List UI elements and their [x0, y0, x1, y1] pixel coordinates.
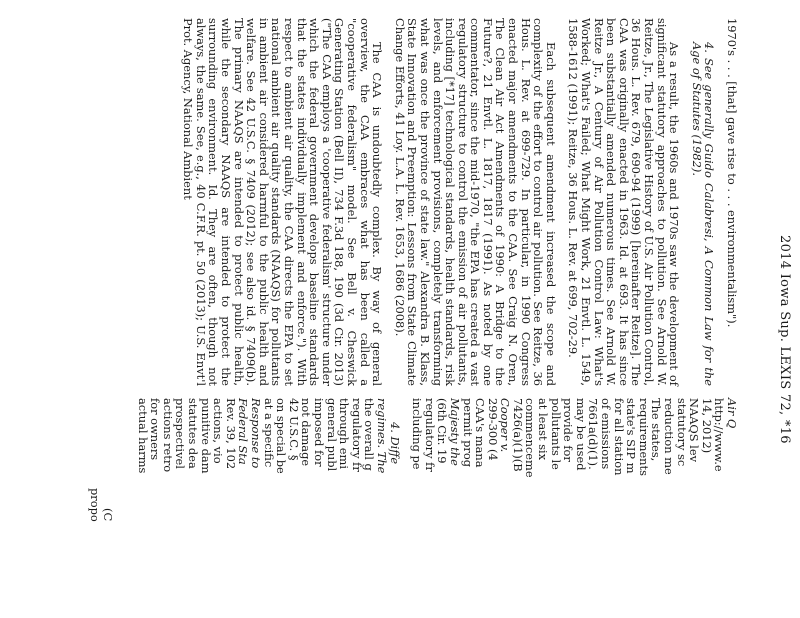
paragraph-continued: 1970's . . . [that] gave rise to . . . environmentalism").	[725, 18, 739, 328]
right-line: CAA's mana	[473, 398, 488, 468]
right-line: actual harms	[135, 398, 150, 474]
right-line: of emissions	[599, 398, 614, 470]
right-line: on special be	[274, 398, 289, 474]
paragraph-amendments: Each subsequent amendment increased the scope and complexity of the effort to control air pollution. See Reitze, 36 Hous. L. Rev. at 699-729. In particular, in 1990 Congress enacted major amendments to the CAA. See Craig N. Oren, The Clean Air Act Amendments of 1990: A Bridge to the Future?, 21 Envtl. L. 1817, 1817 (1991). As noted by one commentator, since the mid-1970, "the EPA has created a vast regulatory structure to control the emission of air pollutants, including [*17] technological standards, health standards, risk levels, and enforcement provisions, completely transforming what was once the province of state law." Alexandra B. Klass, State Innovation and Preemption: Lessons from State Climate Change Efforts, 41 Loy. L.A. L. Rev. 1653, 1686 (2008).	[392, 18, 558, 386]
left-column	[172, 18, 738, 386]
right-line: Federal Sta	[236, 398, 251, 465]
right-line: including pe	[410, 398, 425, 470]
footnote-4: 4. See generally Guido Calabresi, A Common Law for the Age of Statutes (1982).	[689, 42, 717, 386]
right-line: regimes. The	[374, 398, 389, 474]
right-line: regulatory fr	[422, 398, 437, 472]
right-line: actions, vio	[211, 398, 226, 464]
paragraph-caa-overview: The CAA is undoubtedly complex. By way of general overview, the CAA embraces what has been called a "cooperative federalism" model. See Bell v. Cheswick Generating Station (Bell II), 734 F.3d 188, 190 (3d Cir. 2013) ("The CAA employs a 'cooperative federalism' structure under which the federal government develops baseline standards that the states individually implement and enforce."). With respect to ambient air quality, the CAA directs the EPA to set national ambient air quality standards (NAAQS) for pollutants in ambient air considered harmful to the public health and welfare. See 42 U.S.C. § 7409 (2012); see also id. § 7409(b). The primary NAAQS are intended to protect public health, while the secondary NAAQS are intended to protect the surrounding environment. Id. They are often, though not always, the same. See, e.g., 40 C.F.R. pt. 50 (2013); U.S. Envt'l Prot. Agency, National Ambient	[181, 18, 385, 386]
right-line: reduction me	[662, 398, 677, 475]
right-line: Cooper v.	[498, 398, 513, 453]
right-line: 299-300 (4	[485, 398, 500, 461]
right-line: The states,	[649, 398, 664, 462]
right-line: Response to	[249, 398, 264, 469]
right-line: 7661a(d)(1).	[586, 398, 601, 470]
right-line: may be used	[573, 398, 588, 471]
right-line: 4. Diffe	[387, 422, 402, 465]
right-line: propo	[88, 488, 103, 522]
right-line: general publ	[324, 398, 339, 472]
right-line: state's SIP m	[624, 398, 639, 474]
right-line: statutory sc	[674, 398, 689, 467]
right-line: Rev. 39, 102	[223, 398, 238, 470]
paragraph-history: As a result, the 1960s and 1970s saw the development of significant statutory approaches to pollution. See Arnold W. Reitze, Jr., The Legislative History of U.S. Air Pollution Control, 36 Hous. L. Rev. 679, 690-94 (1999) [hereinafter Reitze]. The CAA was originally enacted in 1963. Id. at 693. It has since been substantially amended numerous times. See Arnold W. Reitze Jr., A Century of Air Pollution Control Law: What's Worked; What's Failed; What Might Work, 21 Envtl. L. 1549, 1588-1612 (1991); Reitze, 36 Hous. L. Rev. at 699, 702-29.	[566, 18, 682, 386]
right-line: through emi	[337, 398, 352, 469]
right-column-truncated	[89, 398, 738, 618]
right-line: not damage	[299, 398, 314, 467]
right-line: 14, 2012)	[699, 398, 714, 454]
right-line: the overall g	[362, 398, 377, 471]
right-line: prospectivel	[173, 398, 188, 469]
right-line: NAAQS lev	[687, 398, 702, 463]
right-line: imposed for	[312, 398, 326, 467]
right-line: permit prog	[460, 398, 475, 468]
right-line: for all station	[611, 398, 626, 476]
right-line: actions retro	[160, 398, 175, 473]
right-line: regulatory fr	[349, 398, 364, 472]
right-line: for owners	[148, 398, 163, 461]
right-line: (6th Cir. 19	[435, 398, 450, 464]
right-line: commenceme	[523, 398, 538, 478]
right-line: (C	[101, 508, 116, 522]
right-line: pollutants le	[548, 398, 563, 470]
right-line: Air Q	[725, 398, 739, 429]
right-line: at least six	[536, 398, 551, 461]
right-line: statutes dea	[186, 398, 201, 469]
running-header: 2014 Iowa Sup. LEXIS 72, *16	[777, 235, 792, 444]
right-line: provide for	[561, 398, 576, 462]
right-line: requirements	[636, 398, 651, 476]
right-line: at a specific	[261, 398, 276, 468]
right-line: 7426(a)(1)(B	[510, 398, 525, 472]
right-line: 42 U.S.C. §	[286, 398, 301, 461]
right-line: punitive dam	[198, 398, 213, 474]
right-line: Majesty the	[447, 398, 462, 466]
right-line: http://www.e	[712, 398, 727, 472]
